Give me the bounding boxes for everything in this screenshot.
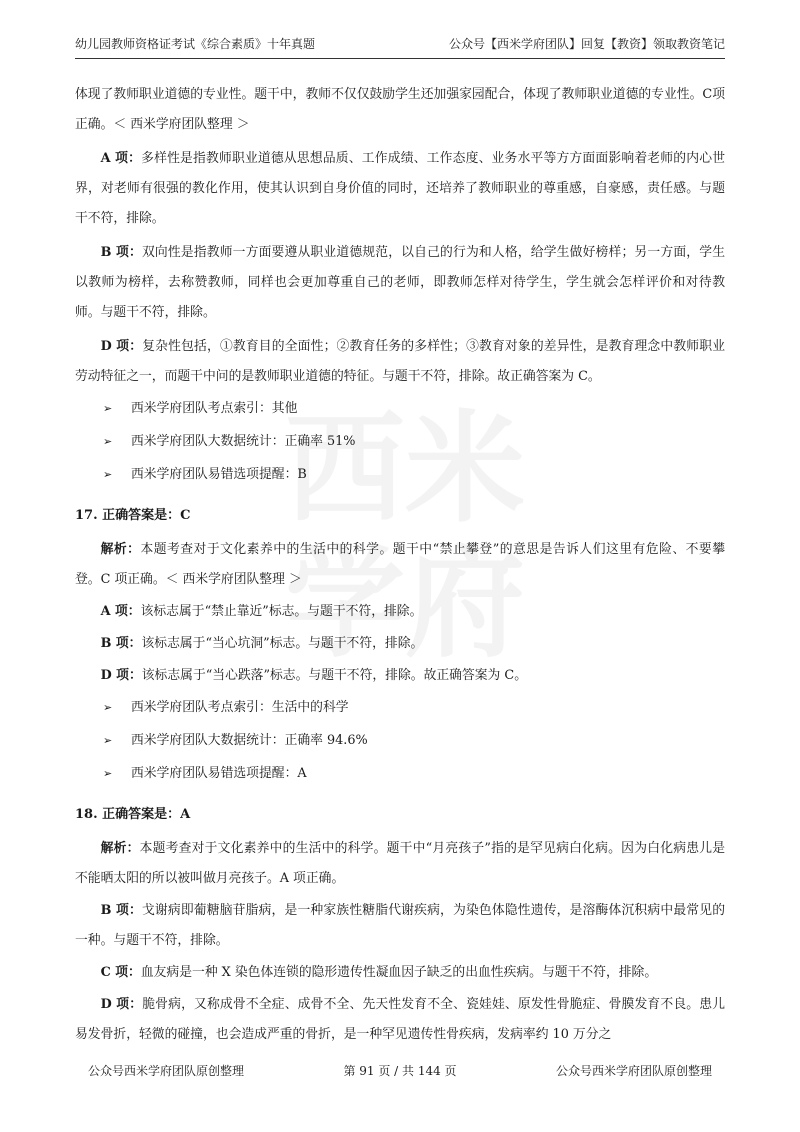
explanation-text: 本题考查对于文化素养中的生活中的科学。题干中“月亮孩子”指的是罕见病白化病。因为白化病患儿是不能晒太阳的所以被叫做月亮孩子。A 项正确。	[75, 841, 725, 886]
q16-option-b	[75, 238, 725, 328]
option-label: A 项：	[100, 151, 142, 166]
q17-option-a	[75, 597, 725, 627]
arrow-bullet-icon: ➢	[103, 701, 113, 714]
page-footer	[88, 1062, 712, 1082]
arrow-bullet-icon: ➢	[103, 468, 113, 481]
option-text: 血友病是一种 X 染色体连锁的隐形遗传性凝血因子缺乏的出血性疾病。与题干不符，排除。	[140, 965, 658, 980]
q17-option-d	[75, 661, 725, 691]
q17-explanation	[75, 535, 725, 595]
option-label: B 项：	[100, 636, 142, 651]
option-label: B 项：	[100, 245, 142, 260]
q18-explanation	[75, 834, 725, 894]
arrow-bullet-icon: ➢	[103, 767, 113, 780]
q18-option-d	[75, 990, 725, 1050]
page-header	[75, 30, 725, 59]
q17-option-b	[75, 629, 725, 659]
bullet-text: 西米学府团队考点索引：其他	[131, 401, 298, 416]
option-label: D 项：	[100, 997, 143, 1012]
option-text: 戈谢病即葡糖脑苷脂病，是一种家族性糖脂代谢疾病，为染色体隐性遗传，是溶酶体沉积病中最常见的一种。与题干不符，排除。	[75, 903, 725, 948]
arrow-bullet-icon: ➢	[103, 402, 113, 415]
list-item	[75, 392, 725, 425]
header-promo: 公众号【西米学府团队】回复【教资】领取教资笔记	[448, 37, 725, 51]
bullet-text: 西米学府团队大数据统计：正确率 94.6%	[131, 733, 368, 748]
q17-answer-heading: 17. 正确答案是：C	[75, 508, 191, 523]
bullet-text: 西米学府团队考点索引：生活中的科学	[131, 700, 349, 715]
header-title: 幼儿园教师资格证考试《综合素质》十年真题	[75, 37, 316, 51]
footer-left-credit: 公众号西米学府团队原创整理	[88, 1064, 245, 1078]
list-item	[75, 458, 725, 491]
bullet-text: 西米学府团队易错选项提醒：B	[131, 467, 307, 482]
option-label: A 项：	[100, 604, 141, 619]
bullet-text: 西米学府团队易错选项提醒：A	[131, 766, 307, 781]
option-label: C 项：	[100, 965, 141, 980]
option-text: 多样性是指教师职业道德从思想品质、工作成绩、工作态度、业务水平等方方面面影响着老师的内心世界，对老师有很强的教化作用，使其认识到自身价值的同时，还培养了教师职业的尊重感，自豪感，责任感。与题干不符，排除。	[75, 151, 726, 226]
option-text: 双向性是指教师一方面要遵从职业道德规范，以自己的行为和人格，给学生做好榜样；另一方面，学生以教师为榜样，去称赞教师，同样也会更加尊重自己的老师，即教师怎样对待学生，学生就会怎样评价和对待教师。与题干不符，排除。	[75, 245, 725, 320]
arrow-bullet-icon: ➢	[103, 435, 113, 448]
explanation-label: 解析：	[100, 841, 140, 856]
option-text: 该标志属于“禁止靠近”标志。与题干不符，排除。	[140, 604, 423, 619]
q16-option-a	[75, 144, 725, 234]
option-label: B 项：	[100, 903, 142, 918]
option-text: 复杂性包括，①教育目的全面性；②教育任务的多样性；③教育对象的差异性，是教育理念中教师职业劳动特征之一，而题干中问的是教师职业道德的特征。与题干不符，排除。故正确答案为 C。	[75, 339, 725, 384]
footer-right-credit: 公众号西米学府团队原创整理	[555, 1064, 712, 1078]
list-item	[75, 724, 725, 757]
page-number: 第 91 页 / 共 144 页	[343, 1064, 457, 1078]
option-label: D 项：	[100, 339, 143, 354]
list-item	[75, 757, 725, 790]
bullet-text: 西米学府团队大数据统计：正确率 51%	[131, 434, 356, 449]
option-text: 该标志属于“当心跌落”标志。与题干不符，排除。故正确答案为 C。	[141, 668, 528, 683]
list-item	[75, 425, 725, 458]
list-item	[75, 691, 725, 724]
q18-option-b	[75, 896, 725, 956]
option-label: D 项：	[100, 668, 142, 683]
q18-option-c	[75, 958, 725, 988]
explanation-text: 本题考查对于文化素养中的生活中的科学。题干中“禁止攀登”的意思是告诉人们这里有危险、不要攀登。C 项正确。＜ 西米学府团队整理 ＞	[75, 542, 725, 587]
q16-continuation: 体现了教师职业道德的专业性。题干中，教师不仅仅鼓励学生还加强家园配合，体现了教师职业道德的专业性。C项正确。＜ 西米学府团队整理 ＞	[75, 87, 725, 132]
q16-option-d	[75, 332, 725, 392]
arrow-bullet-icon: ➢	[103, 734, 113, 747]
page-content	[75, 80, 725, 1050]
explanation-label: 解析：	[100, 542, 141, 557]
option-text: 脆骨病，又称成骨不全症、成骨不全、先天性发育不全、瓷娃娃、原发性骨脆症、骨膜发育不良。患儿易发骨折，轻微的碰撞，也会造成严重的骨折，是一种罕见遗传性骨疾病，发病率约 10 万分之	[75, 997, 725, 1042]
q18-answer-heading: 18. 正确答案是：A	[75, 807, 191, 822]
option-text: 该标志属于“当心坑洞”标志。与题干不符，排除。	[141, 636, 424, 651]
